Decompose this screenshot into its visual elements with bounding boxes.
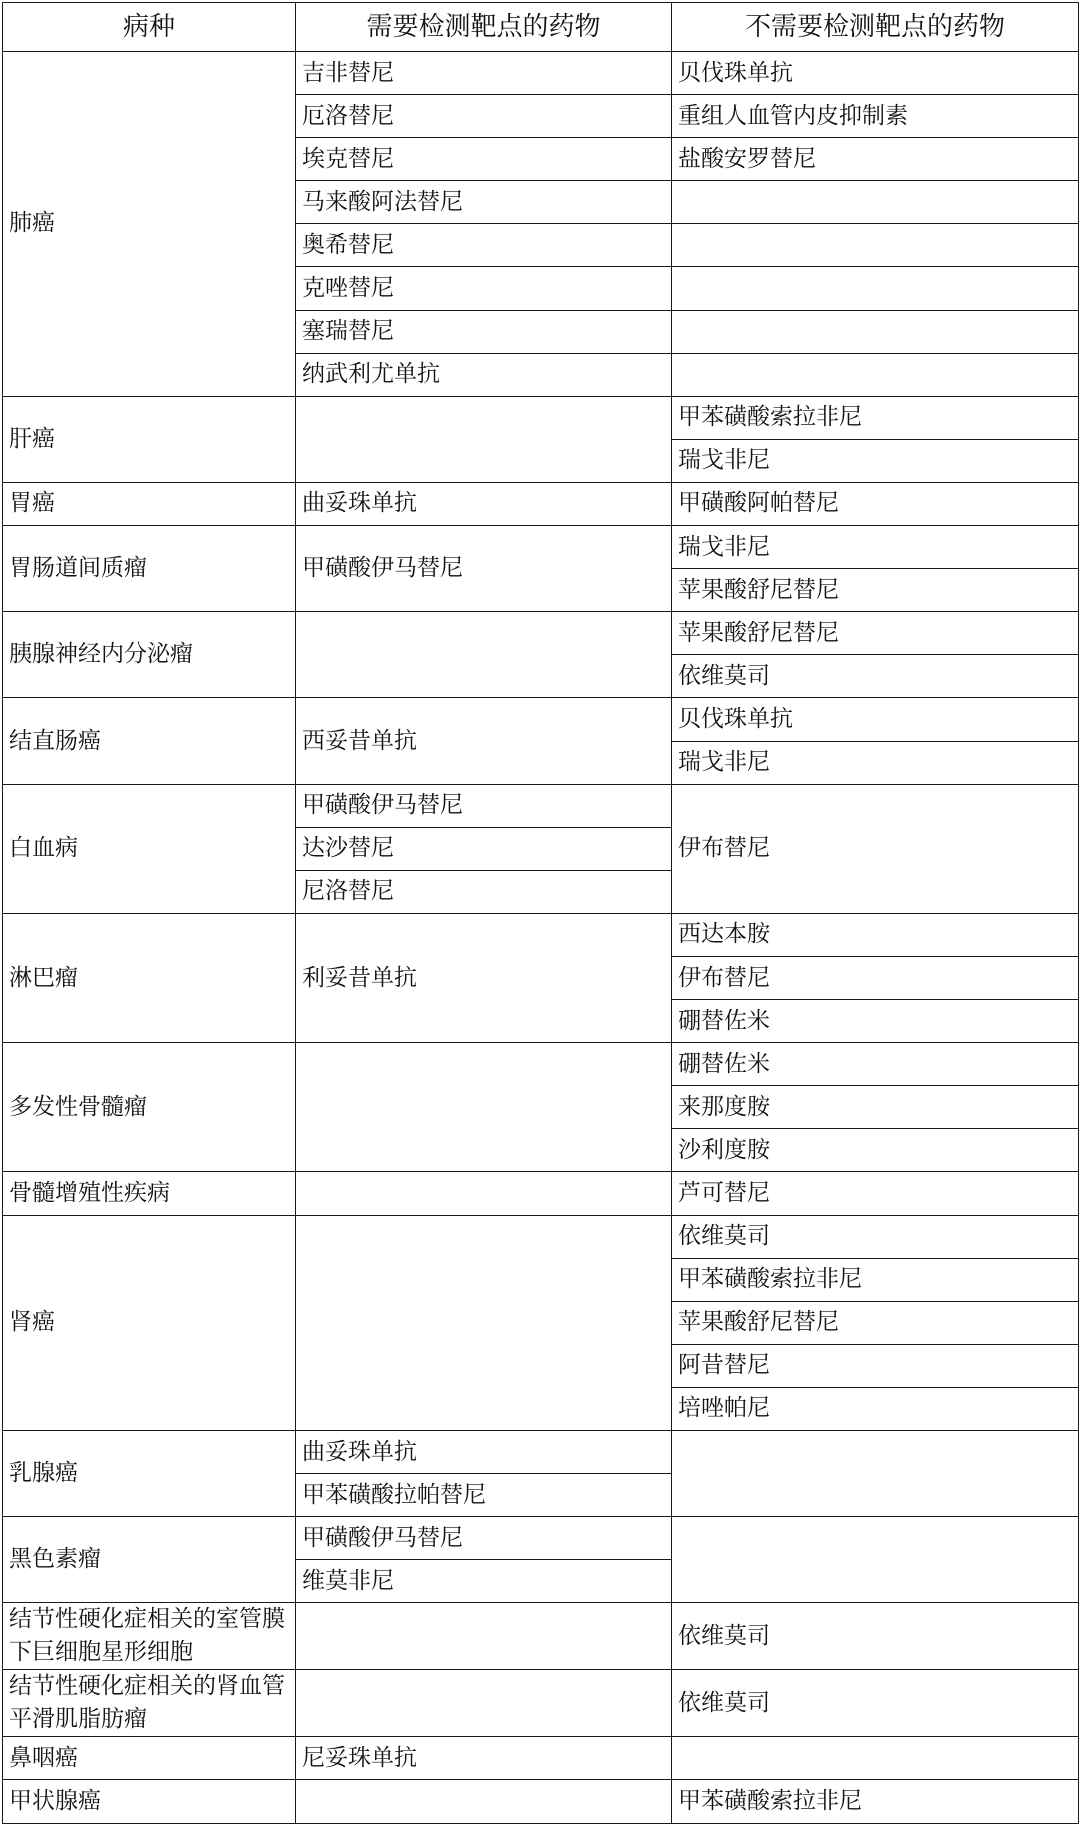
table-row [3,1603,1079,1670]
table-row [3,1737,1079,1780]
need-drug-cell [296,1670,672,1737]
no-need-drug-cell: 贝伐珠单抗 [672,52,1079,95]
no-need-drug-cell [672,1737,1079,1780]
need-drug-cell: 尼妥珠单抗 [296,1737,672,1780]
need-drug-cell [296,1215,672,1430]
header-disease: 病种 [3,3,296,52]
no-need-drug-cell [672,267,1079,310]
need-drug-cell [296,1603,672,1670]
need-drug-cell [296,612,672,698]
need-drug-cell: 维莫非尼 [296,1560,672,1603]
need-drug-cell: 甲磺酸伊马替尼 [296,526,672,612]
disease-cell: 肝癌 [3,396,296,482]
no-need-drug-cell: 贝伐珠单抗 [672,698,1079,741]
no-need-drug-cell [672,224,1079,267]
table-row [3,1172,1079,1215]
need-drug-cell: 西妥昔单抗 [296,698,672,784]
need-drug-cell: 塞瑞替尼 [296,310,672,353]
table-row [3,913,1079,956]
no-need-drug-cell: 阿昔替尼 [672,1344,1079,1387]
need-drug-cell: 纳武利尤单抗 [296,353,672,396]
no-need-drug-cell: 西达本胺 [672,913,1079,956]
table-row [3,1517,1079,1560]
table-row [3,698,1079,741]
no-need-drug-cell: 沙利度胺 [672,1129,1079,1172]
need-drug-cell: 甲磺酸伊马替尼 [296,1517,672,1560]
no-need-drug-cell: 硼替佐米 [672,1000,1079,1043]
table-row [3,784,1079,827]
need-drug-cell [296,396,672,482]
no-need-drug-cell [672,310,1079,353]
table-row [3,612,1079,655]
need-drug-cell [296,1780,672,1823]
no-need-drug-cell: 依维莫司 [672,1603,1079,1670]
table-row [3,526,1079,569]
no-need-drug-cell: 培唑帕尼 [672,1387,1079,1430]
no-need-drug-cell: 甲磺酸阿帕替尼 [672,482,1079,525]
table-row [3,396,1079,439]
disease-cell: 结节性硬化症相关的肾血管平滑肌脂肪瘤 [3,1670,296,1737]
need-drug-cell: 克唑替尼 [296,267,672,310]
no-need-drug-cell: 伊布替尼 [672,956,1079,999]
no-need-drug-cell: 甲苯磺酸索拉非尼 [672,1780,1079,1823]
need-drug-cell: 利妥昔单抗 [296,913,672,1042]
disease-cell: 胃肠道间质瘤 [3,526,296,612]
disease-cell: 肾癌 [3,1215,296,1430]
disease-cell: 胰腺神经内分泌瘤 [3,612,296,698]
need-drug-cell: 甲苯磺酸拉帕替尼 [296,1474,672,1517]
no-need-drug-cell: 依维莫司 [672,1670,1079,1737]
table-body [3,3,1079,1824]
disease-cell: 胃癌 [3,482,296,525]
disease-cell: 肺癌 [3,52,296,397]
header-no-target: 不需要检测靶点的药物 [672,3,1079,52]
disease-cell: 多发性骨髓瘤 [3,1043,296,1172]
disease-cell: 乳腺癌 [3,1431,296,1517]
disease-cell: 白血病 [3,784,296,913]
disease-cell: 黑色素瘤 [3,1517,296,1603]
no-need-drug-cell [672,1517,1079,1603]
table-row [3,52,1079,95]
no-need-drug-cell: 苹果酸舒尼替尼 [672,569,1079,612]
no-need-drug-cell: 瑞戈非尼 [672,741,1079,784]
need-drug-cell: 达沙替尼 [296,827,672,870]
no-need-drug-cell: 甲苯磺酸索拉非尼 [672,396,1079,439]
no-need-drug-cell: 伊布替尼 [672,784,1079,913]
disease-cell: 结节性硬化症相关的室管膜下巨细胞星形细胞 [3,1603,296,1670]
need-drug-cell [296,1043,672,1172]
no-need-drug-cell: 甲苯磺酸索拉非尼 [672,1258,1079,1301]
table-row [3,1780,1079,1823]
need-drug-cell: 甲磺酸伊马替尼 [296,784,672,827]
no-need-drug-cell: 重组人血管内皮抑制素 [672,95,1079,138]
no-need-drug-cell: 盐酸安罗替尼 [672,138,1079,181]
disease-cell: 淋巴瘤 [3,913,296,1042]
no-need-drug-cell [672,181,1079,224]
no-need-drug-cell: 瑞戈非尼 [672,526,1079,569]
no-need-drug-cell: 依维莫司 [672,1215,1079,1258]
no-need-drug-cell [672,1431,1079,1517]
no-need-drug-cell: 瑞戈非尼 [672,439,1079,482]
table-row [3,1431,1079,1474]
need-drug-cell: 马来酸阿法替尼 [296,181,672,224]
disease-cell: 骨髓增殖性疾病 [3,1172,296,1215]
disease-cell: 鼻咽癌 [3,1737,296,1780]
header-row [3,3,1079,52]
no-need-drug-cell: 依维莫司 [672,655,1079,698]
table-row [3,482,1079,525]
no-need-drug-cell [672,353,1079,396]
no-need-drug-cell: 苹果酸舒尼替尼 [672,1301,1079,1344]
no-need-drug-cell: 来那度胺 [672,1086,1079,1129]
need-drug-cell: 曲妥珠单抗 [296,1431,672,1474]
table-row [3,1215,1079,1258]
need-drug-cell: 吉非替尼 [296,52,672,95]
table-row [3,1670,1079,1737]
need-drug-cell [296,1172,672,1215]
no-need-drug-cell: 芦可替尼 [672,1172,1079,1215]
no-need-drug-cell: 硼替佐米 [672,1043,1079,1086]
disease-cell: 甲状腺癌 [3,1780,296,1823]
need-drug-cell: 埃克替尼 [296,138,672,181]
disease-cell: 结直肠癌 [3,698,296,784]
no-need-drug-cell: 苹果酸舒尼替尼 [672,612,1079,655]
need-drug-cell: 曲妥珠单抗 [296,482,672,525]
table-row [3,1043,1079,1086]
header-need-target: 需要检测靶点的药物 [296,3,672,52]
need-drug-cell: 尼洛替尼 [296,870,672,913]
drug-target-table [2,2,1079,1824]
need-drug-cell: 奥希替尼 [296,224,672,267]
need-drug-cell: 厄洛替尼 [296,95,672,138]
